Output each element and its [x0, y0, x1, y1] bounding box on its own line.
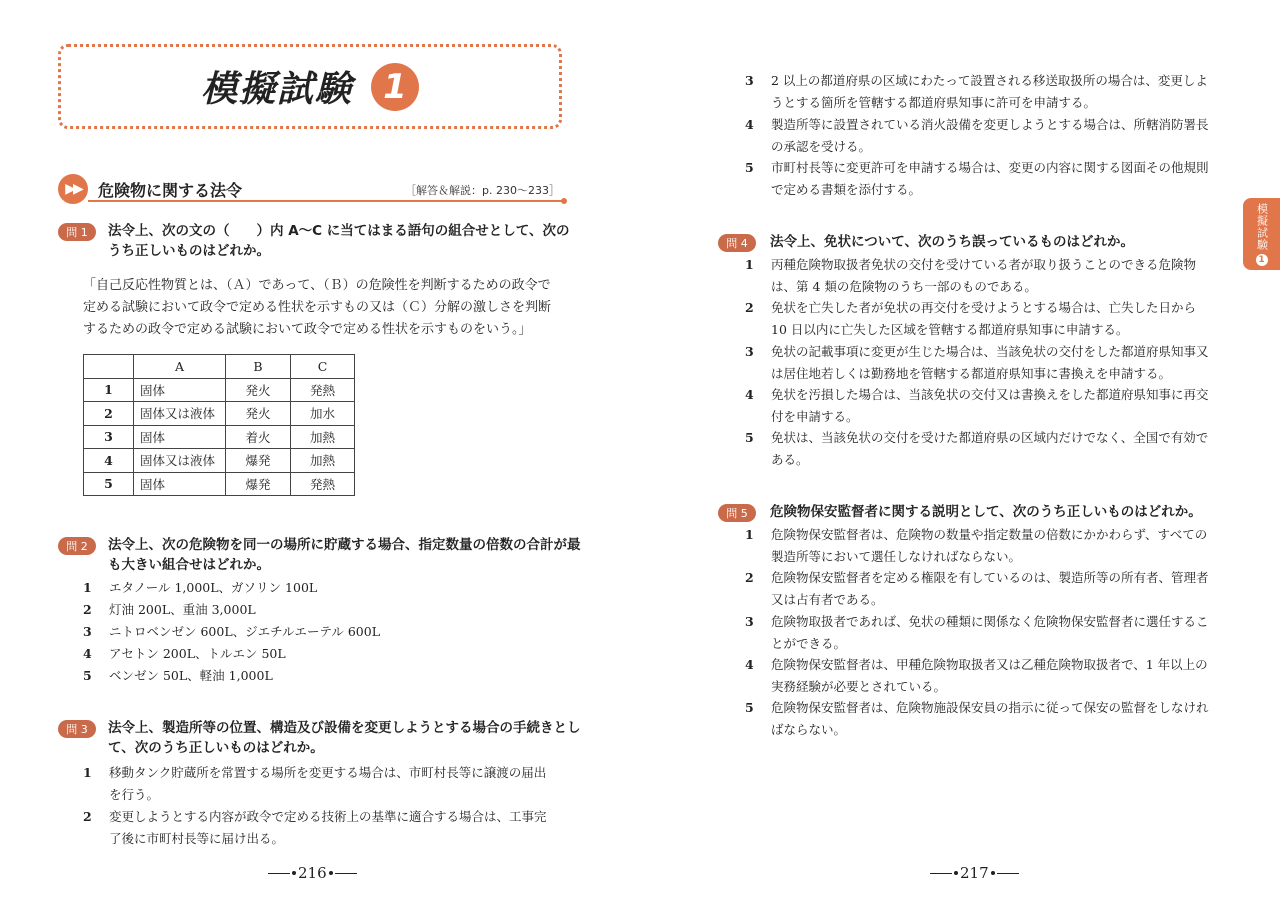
option-text-line1: 危険物保安監督者を定める権限を有しているのは、製造所等の所有者、管理者 [771, 570, 1209, 585]
option-text: ベンゼン 50L、軽油 1,000L [109, 668, 273, 683]
question-2-line2: も大きい組合せはどれか。 [108, 557, 270, 573]
page-number-dash [997, 873, 1019, 874]
table-cell: 発火 [226, 378, 291, 402]
option-text-line2: うとする箇所を管轄する都道府県知事に許可を申請する。 [771, 95, 1097, 110]
option-number: 3 [745, 344, 754, 359]
fast-forward-icon: ▶▶ [58, 174, 88, 204]
option-text-line2: 付を申請する。 [771, 409, 859, 424]
option-number: 5 [83, 668, 92, 683]
option-text-line2: ばならない。 [771, 722, 847, 737]
option-number: 1 [83, 580, 92, 595]
option-number: 2 [83, 809, 92, 824]
option-number: 5 [745, 160, 754, 175]
option-number: 4 [745, 117, 754, 132]
page-number-dash [268, 873, 290, 874]
section-underline [88, 200, 564, 202]
option-text-line2: 製造所等において選任しなければならない。 [771, 549, 1022, 564]
question-1-quote-line3: するための政令で定める試験において政令で定める性状を示すものをいう。」 [83, 322, 532, 337]
side-tab-number: 1 [1256, 254, 1268, 266]
question-badge-2: 問 2 [58, 537, 96, 555]
option-text-line1: 免状の記載事項に変更が生じた場合は、当該免状の交付をした都道府県知事又 [771, 344, 1209, 359]
table-header-cell: C [291, 355, 355, 379]
option-text-line1: 危険物保安監督者は、危険物施設保安員の指示に従って保安の監督をしなけれ [771, 700, 1209, 715]
page-number-right [930, 864, 1019, 882]
table-cell: 固体 [134, 425, 226, 449]
option-text-line1: 免状は、当該免状の交付を受けた都道府県の区域内だけでなく、全国で有効で [771, 430, 1209, 445]
option-text-line1: 製造所等に設置されている消火設備を変更しようとする場合は、所轄消防署長 [771, 117, 1209, 132]
option-number: 2 [83, 602, 92, 617]
option-text: アセトン 200L、トルエン 50L [109, 646, 286, 661]
side-tab-label: 模擬試験 [1255, 202, 1269, 251]
option-text-line2: は、第 4 類の危険物のうち一部のものである。 [771, 279, 1037, 294]
page-number-dash [930, 873, 952, 874]
table-cell: 1 [84, 378, 134, 402]
option-text-line1: 危険物保安監督者は、危険物の数量や指定数量の倍数にかかわらず、すべての [771, 527, 1208, 542]
option-text-line1: 危険物取扱者であれば、免状の種類に関係なく危険物保安監督者に選任するこ [771, 614, 1209, 629]
table-row [84, 378, 355, 402]
question-2-option-2 [83, 599, 563, 620]
question-3-option-5 [745, 157, 1230, 201]
question-2-option-3 [83, 621, 563, 642]
table-cell: 固体又は液体 [134, 449, 226, 473]
question-1-line2: うち正しいものはどれか。 [108, 243, 270, 259]
table-header-cell: A [134, 355, 226, 379]
option-number: 1 [83, 765, 92, 780]
table-cell: 4 [84, 449, 134, 473]
option-text-line1: 変更しようとする内容が政令で定める技術上の基準に適合する場合は、工事完 [109, 809, 547, 824]
question-1-quote-line1: 「自己反応性物質とは、（Ａ）であって、（Ｂ）の危険性を判断するための政令で [83, 278, 551, 293]
table-cell: 爆発 [226, 449, 291, 473]
option-text-line2: で定める書類を添付する。 [771, 182, 922, 197]
question-1-line1: 法令上、次の文の（ ）内 A〜C に当てはまる語句の組合せとして、次の [108, 223, 570, 239]
table-cell: 加熱 [291, 449, 355, 473]
table-cell: 加水 [291, 402, 355, 426]
table-cell: 2 [84, 402, 134, 426]
option-text-line2: 了後に市町村長等に届け出る。 [109, 831, 285, 846]
table-cell: 着火 [226, 425, 291, 449]
question-3-option-3 [745, 70, 1230, 114]
question-2-option-1 [83, 577, 563, 598]
question-4-option-4 [745, 384, 1230, 428]
question-2-option-4 [83, 643, 563, 664]
table-cell: 3 [84, 425, 134, 449]
question-1-quote-line2: 定める試験において政令で定める性状を示すもの又は（Ｃ）分解の激しさを判断 [83, 300, 552, 315]
chapter-side-tab[interactable] [1243, 198, 1280, 270]
table-row [84, 449, 355, 473]
option-number: 5 [745, 430, 754, 445]
question-4-line1: 法令上、免状について、次のうち誤っているものはどれか。 [770, 234, 1134, 250]
question-5-option-2 [745, 567, 1230, 611]
answer-reference: ［解答＆解説：p. 230〜233］ [405, 184, 560, 197]
option-text-line1: 危険物保安監督者は、甲種危険物取扱者又は乙種危険物取扱者で、1 年以上の [771, 657, 1208, 672]
table-cell: 発火 [226, 402, 291, 426]
table-header-row [84, 355, 355, 379]
option-text-line1: 市町村長等に変更許可を申請する場合は、変更の内容に関する図面その他規則 [771, 160, 1209, 175]
option-text-line2: の承認を受ける。 [771, 139, 872, 154]
page-number-dot [954, 871, 958, 875]
option-text-line2: ある。 [771, 452, 809, 467]
question-4-option-2 [745, 297, 1230, 341]
question-3-option-4 [745, 114, 1230, 158]
table-cell: 加熱 [291, 425, 355, 449]
question-2-line1: 法令上、次の危険物を同一の場所に貯蔵する場合、指定数量の倍数の合計が最 [108, 537, 581, 553]
question-5-option-1 [745, 524, 1230, 568]
question-badge-4: 問 4 [718, 234, 756, 252]
option-text-line1: 免状を亡失した者が免状の再交付を受けようとする場合は、亡失した日から [771, 300, 1197, 315]
section-title: 危険物に関する法令 [98, 181, 243, 200]
table-row [84, 402, 355, 426]
question-4-option-3 [745, 341, 1230, 385]
question-badge-3: 問 3 [58, 720, 96, 738]
question-3-line2: て、次のうち正しいものはどれか。 [108, 740, 324, 756]
page-number-dot [292, 871, 296, 875]
option-number: 4 [83, 646, 92, 661]
question-5-option-5 [745, 697, 1230, 741]
page-number-text: 216 [298, 864, 327, 882]
option-text: ニトロベンゼン 600L、ジエチルエーテル 600L [109, 624, 381, 639]
question-4-option-1 [745, 254, 1230, 298]
option-text-line1: 2 以上の都道府県の区域にわたって設置される移送取扱所の場合は、変更しよ [771, 73, 1208, 88]
page-number-text: 217 [960, 864, 989, 882]
option-text: 灯油 200L、重油 3,000L [109, 602, 256, 617]
option-text-line1: 免状を汚損した場合は、当該免状の交付又は書換えをした都道府県知事に再交 [771, 387, 1209, 402]
exam-number-badge: 1 [371, 63, 419, 111]
page-number-dot [329, 871, 333, 875]
question-5-line1: 危険物保安監督者に関する説明として、次のうち正しいものはどれか。 [770, 504, 1202, 520]
table-header-cell [84, 355, 134, 379]
option-text-line2: 実務経験が必要とされている。 [771, 679, 947, 694]
option-text-line2: を行う。 [109, 787, 160, 802]
table-row [84, 472, 355, 496]
option-text-line2: 又は占有者である。 [771, 592, 884, 607]
table-cell: 固体又は液体 [134, 402, 226, 426]
exam-title-box [58, 44, 562, 129]
question-2-option-5 [83, 665, 563, 686]
option-number: 2 [745, 570, 754, 585]
table-cell: 5 [84, 472, 134, 496]
table-cell: 発熱 [291, 378, 355, 402]
option-text-line1: 移動タンク貯蔵所を常置する場所を変更する場合は、市町村長等に譲渡の届出 [109, 765, 547, 780]
option-text: エタノール 1,000L、ガソリン 100L [109, 580, 318, 595]
question-4-option-5 [745, 427, 1230, 471]
page-number-left [268, 864, 357, 882]
table-cell: 固体 [134, 378, 226, 402]
page-number-dot [991, 871, 995, 875]
table-row [84, 425, 355, 449]
question-3-line1: 法令上、製造所等の位置、構造及び設備を変更しようとする場合の手続きとし [108, 720, 581, 736]
option-number: 5 [745, 700, 754, 715]
option-number: 2 [745, 300, 754, 315]
page-number-dash [335, 873, 357, 874]
option-number: 4 [745, 657, 754, 672]
question-3-option-1 [83, 762, 568, 806]
option-number: 3 [745, 73, 754, 88]
question-badge-5: 問 5 [718, 504, 756, 522]
option-text-line2: とができる。 [771, 636, 847, 651]
option-text-line1: 丙種危険物取扱者免状の交付を受けている者が取り扱うことのできる危険物 [771, 257, 1197, 272]
question-5-option-4 [745, 654, 1230, 698]
option-text-line2: 10 日以内に亡失した区域を管轄する都道府県知事に申請する。 [771, 322, 1129, 337]
question-5-option-3 [745, 611, 1230, 655]
option-number: 4 [745, 387, 754, 402]
table-header-cell: B [226, 355, 291, 379]
table-cell: 固体 [134, 472, 226, 496]
option-number: 3 [745, 614, 754, 629]
option-number: 3 [83, 624, 92, 639]
option-text-line2: は居住地若しくは勤務地を管轄する都道府県知事に書換えを申請する。 [771, 366, 1172, 381]
answer-table [83, 354, 355, 496]
section-header [58, 174, 564, 204]
table-cell: 爆発 [226, 472, 291, 496]
option-number: 1 [745, 527, 754, 542]
option-number: 1 [745, 257, 754, 272]
table-cell: 発熱 [291, 472, 355, 496]
question-badge-1: 問 1 [58, 223, 96, 241]
question-3-option-2 [83, 806, 568, 850]
exam-title: 模擬試験 [200, 69, 353, 110]
